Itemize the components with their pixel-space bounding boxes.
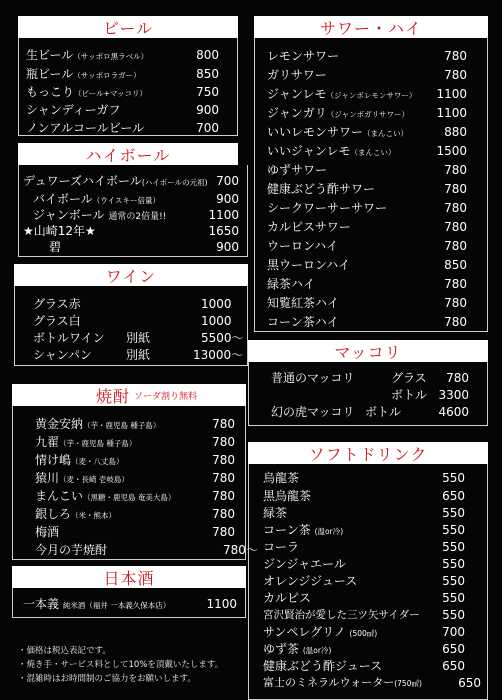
- menu-row: [35, 416, 235, 434]
- item-name: デュワーズハイボール: [23, 174, 142, 188]
- item-name: 健康ぶどう酢サワー: [267, 182, 376, 196]
- item-size: ボトル: [391, 388, 428, 402]
- item-note: （芋・鹿児島 種子島）: [83, 421, 161, 430]
- menu-row: [267, 181, 467, 197]
- menu-row: [267, 48, 467, 64]
- item-price: 1100: [436, 106, 467, 120]
- item-price: 650: [442, 659, 465, 673]
- item-name: オレンジジュース: [263, 574, 358, 588]
- item-name: ジャンボール: [33, 208, 105, 222]
- item-price: 5500〜: [201, 331, 244, 345]
- item-price: 780: [444, 49, 467, 63]
- item-name: ゆず茶: [263, 642, 300, 656]
- item-price: 780: [444, 163, 467, 177]
- item-size: ボトル: [365, 405, 402, 419]
- menu-row: [267, 86, 467, 104]
- item-name: ガリサワー: [267, 68, 327, 82]
- item-name: ジャンレモ: [267, 87, 327, 101]
- item-name: 梅酒: [35, 525, 60, 539]
- wine-box: [14, 286, 248, 366]
- sake-header: [12, 566, 246, 588]
- item-name: 烏龍茶: [263, 471, 300, 485]
- item-name: 九翟: [35, 435, 60, 449]
- menu-row: [26, 102, 219, 118]
- note-line: ・焼き手・サービス料として10%を頂戴いたします。: [18, 660, 224, 670]
- item-name: もっこり: [26, 85, 75, 99]
- item-price: 780: [444, 220, 467, 234]
- menu-row: [271, 370, 469, 386]
- wine-title: ワイン: [105, 266, 157, 286]
- menu-row: [263, 590, 465, 606]
- menu-row: [263, 522, 465, 540]
- shochu-header: [12, 384, 246, 406]
- item-note: (500㎖): [349, 629, 378, 638]
- item-name: 一本義: [23, 597, 60, 611]
- item-note: （ビール+マッコリ）: [74, 89, 148, 98]
- menu-row: [35, 434, 235, 452]
- menu-row: [26, 66, 219, 84]
- item-price: 780: [212, 471, 235, 485]
- item-note: （麦・八丈島）: [71, 457, 124, 466]
- menu-row: [263, 624, 465, 642]
- item-price: 850: [196, 67, 219, 81]
- item-price: 1000: [201, 297, 232, 311]
- highball-header: [18, 143, 238, 165]
- shochu-box: [12, 406, 258, 560]
- item-note: （ウイスキー倍量）: [92, 196, 160, 205]
- item-name: 宮沢賢治が愛した三ツ矢サイダー: [263, 609, 420, 621]
- sour-box: [254, 38, 488, 332]
- item-note: （米・熊本）: [71, 511, 117, 520]
- item-price: 900: [216, 192, 239, 206]
- item-note: （ジャンボレモンサワー）: [326, 91, 417, 100]
- menu-row: [35, 524, 235, 540]
- item-price: 780: [212, 417, 235, 431]
- menu-row: [33, 313, 233, 329]
- item-price: 550: [442, 471, 465, 485]
- menu-row: [267, 67, 467, 83]
- item-price: 780: [212, 435, 235, 449]
- sour-header: [254, 16, 488, 38]
- item-price: 700: [442, 625, 465, 639]
- menu-row: [263, 573, 465, 589]
- item-price: 13000〜: [193, 348, 244, 362]
- item-name: まんこい: [35, 489, 84, 503]
- menu-row: [263, 556, 465, 572]
- item-price: 800: [196, 48, 219, 62]
- note-line: ・価格は税込表記です。: [18, 646, 111, 656]
- item-name: カルピスサワー: [267, 220, 351, 234]
- menu-row: [263, 505, 465, 521]
- menu-row: [267, 314, 467, 330]
- item-price: 880: [444, 125, 467, 139]
- item-name: 幻の虎マッコリ: [271, 405, 355, 419]
- item-price: 4600: [438, 405, 469, 419]
- menu-row: [26, 84, 219, 102]
- item-name: 今月の芋焼酎: [35, 543, 108, 557]
- menu-row: [263, 539, 465, 555]
- item-price: 780: [444, 296, 467, 310]
- soft-title: ソフトドリンク: [308, 444, 428, 464]
- highball-title: ハイボール: [85, 145, 171, 165]
- item-name: 知覧紅茶ハイ: [267, 296, 340, 310]
- menu-row: [33, 330, 243, 346]
- item-price: 780〜: [223, 543, 258, 557]
- menu-row: [33, 347, 243, 363]
- item-name: 健康ぶどう酢ジュース: [263, 659, 383, 673]
- item-name: ジンジャエール: [263, 557, 346, 571]
- item-price: 780: [444, 68, 467, 82]
- menu-row: [263, 607, 465, 623]
- item-note: (750㎖): [394, 679, 422, 688]
- menu-row: [35, 470, 235, 488]
- item-note: 通常の2倍量!!: [108, 212, 167, 222]
- menu-row: [263, 470, 465, 486]
- item-note: （サッポロ黒ラベル）: [73, 52, 149, 61]
- menu-row: [263, 641, 465, 659]
- item-note: 純米酒（福井 一本義久保本店）: [62, 601, 171, 610]
- item-note: （まんこい）: [350, 148, 396, 157]
- item-price: 1100: [206, 597, 237, 611]
- item-price: 550: [442, 540, 465, 554]
- item-size: グラス: [391, 371, 427, 385]
- beer-header: [18, 16, 238, 38]
- beer-box: [18, 38, 238, 136]
- item-name: グラス白: [33, 314, 81, 328]
- shochu-title: 焼酎: [96, 386, 131, 406]
- item-name: コーラ: [263, 540, 300, 554]
- makgeolli-header: [248, 340, 488, 362]
- item-name: コーン茶ハイ: [267, 315, 339, 329]
- item-price: 650: [442, 489, 465, 503]
- menu-row: [267, 276, 467, 292]
- item-name: 黒烏龍茶: [263, 489, 312, 503]
- menu-row: [263, 658, 465, 674]
- item-name: ★山崎12年★: [23, 224, 96, 238]
- item-price: 780: [444, 201, 467, 215]
- item-name: 黄金安納: [35, 417, 84, 431]
- item-name: いいジャンレモ: [267, 144, 351, 158]
- item-price: 650: [442, 642, 465, 656]
- menu-row: [267, 238, 467, 254]
- item-price: 1650: [208, 224, 239, 238]
- menu-row: [271, 404, 469, 420]
- item-price: 780: [212, 525, 235, 539]
- item-price: 700: [216, 174, 239, 188]
- menu-row: [23, 596, 237, 614]
- item-name: グラス赤: [33, 297, 81, 311]
- menu-row: [26, 120, 219, 136]
- item-note: 別紙: [126, 348, 151, 362]
- item-name: コーン茶: [263, 523, 311, 537]
- item-price: 780: [446, 371, 469, 385]
- item-name: 生ビール: [26, 48, 74, 62]
- item-price: 780: [444, 277, 467, 291]
- item-price: 780: [212, 453, 235, 467]
- menu-row: [35, 488, 235, 506]
- item-price: 550: [442, 608, 465, 622]
- item-price: 1100: [208, 208, 239, 222]
- sake-box: [12, 588, 246, 618]
- item-name: 緑茶: [263, 506, 288, 520]
- highball-box: [18, 165, 248, 257]
- beer-title: ビール: [102, 18, 154, 38]
- item-note: （麦・長崎 壱岐島）: [59, 475, 129, 484]
- item-note: (温or冷): [314, 527, 344, 536]
- note-line: ・混雑時はお時間制のご協力をお願いします。: [18, 674, 196, 684]
- item-price: 550: [442, 557, 465, 571]
- menu-row: [267, 219, 467, 235]
- item-price: 1500: [436, 144, 467, 158]
- menu-row: [267, 143, 467, 161]
- item-price: 780: [212, 507, 235, 521]
- menu-row: [35, 452, 235, 470]
- item-price: 780: [444, 182, 467, 196]
- menu-row: [267, 200, 467, 216]
- item-name: バイボール: [33, 192, 93, 206]
- makgeolli-title: マッコリ: [334, 342, 402, 362]
- item-price: 900: [196, 103, 219, 117]
- item-name: 瓶ビール: [26, 67, 74, 81]
- menu-row: [49, 239, 239, 255]
- footer-notes: [18, 644, 223, 686]
- item-name: ジャンガリ: [267, 106, 327, 120]
- item-name: ウーロンハイ: [267, 239, 339, 253]
- item-price: 650: [458, 676, 481, 690]
- menu-row: [23, 223, 239, 239]
- item-name: カルピス: [263, 591, 312, 605]
- item-name: 銀しろ: [35, 507, 72, 521]
- menu-row: [35, 542, 258, 558]
- item-note: (ハイボールの元祖): [141, 178, 208, 187]
- menu-row: [267, 105, 467, 123]
- item-price: 550: [442, 506, 465, 520]
- item-name: ゆずサワー: [267, 163, 328, 177]
- item-price: 700: [196, 121, 219, 135]
- soft-header: [248, 442, 488, 464]
- item-price: 1000: [201, 314, 232, 328]
- item-note: （サッポロラガー）: [73, 71, 141, 80]
- item-name: 猿川: [35, 471, 60, 485]
- item-price: 550: [442, 523, 465, 537]
- item-note: （黒糖・鹿児島 奄美大島）: [83, 493, 176, 502]
- item-note: （芋・鹿児島 種子島）: [59, 439, 137, 448]
- menu-row: [267, 124, 467, 142]
- item-name: 情け嶋: [35, 453, 72, 467]
- item-name: ボトルワイン: [33, 331, 105, 345]
- item-name: 緑茶ハイ: [267, 277, 316, 291]
- item-note: (温or冷): [302, 646, 332, 655]
- item-name: 富士のミネラルウォーター: [263, 676, 395, 689]
- item-price: 780: [444, 239, 467, 253]
- item-name: 普通のマッコリ: [271, 371, 355, 385]
- item-note: 別紙: [126, 331, 151, 345]
- item-name: レモンサワー: [267, 49, 340, 63]
- sour-title: サワー・ハイ: [319, 18, 422, 38]
- shochu-subtitle: ソーダ割り無料: [134, 391, 198, 402]
- menu-row: [26, 47, 219, 65]
- item-price: 850: [444, 258, 467, 272]
- item-name: 黒ウーロンハイ: [267, 258, 351, 272]
- soft-box: [248, 464, 488, 700]
- menu-row: [35, 506, 235, 524]
- item-name: 碧: [49, 240, 62, 254]
- item-price: 550: [442, 591, 465, 605]
- item-name: シークワーサーサワー: [267, 201, 388, 215]
- menu-row: [263, 675, 481, 692]
- item-price: 780: [212, 489, 235, 503]
- menu-row: [267, 257, 467, 273]
- item-name: シャンディーガフ: [26, 103, 121, 117]
- item-name: ノンアルコールビール: [26, 121, 145, 135]
- item-price: 550: [442, 574, 465, 588]
- item-price: 900: [216, 240, 239, 254]
- item-price: 750: [196, 85, 219, 99]
- item-name: シャンパン: [33, 348, 92, 362]
- makgeolli-box: [248, 362, 488, 426]
- item-price: 3300: [438, 388, 469, 402]
- item-price: 1100: [436, 87, 467, 101]
- menu-row: [33, 296, 233, 312]
- item-note: （まんこい）: [363, 129, 409, 138]
- item-name: サンペレグリノ: [263, 625, 346, 639]
- item-name: いいレモンサワー: [267, 125, 364, 139]
- item-note: （ジャンボガリサワー）: [326, 110, 409, 119]
- sake-title: 日本酒: [103, 568, 155, 588]
- wine-header: [14, 264, 248, 286]
- menu-row: [267, 295, 467, 311]
- menu-row: [263, 488, 465, 504]
- menu-row: [23, 173, 239, 191]
- menu-row: [267, 162, 467, 178]
- item-price: 780: [444, 315, 467, 329]
